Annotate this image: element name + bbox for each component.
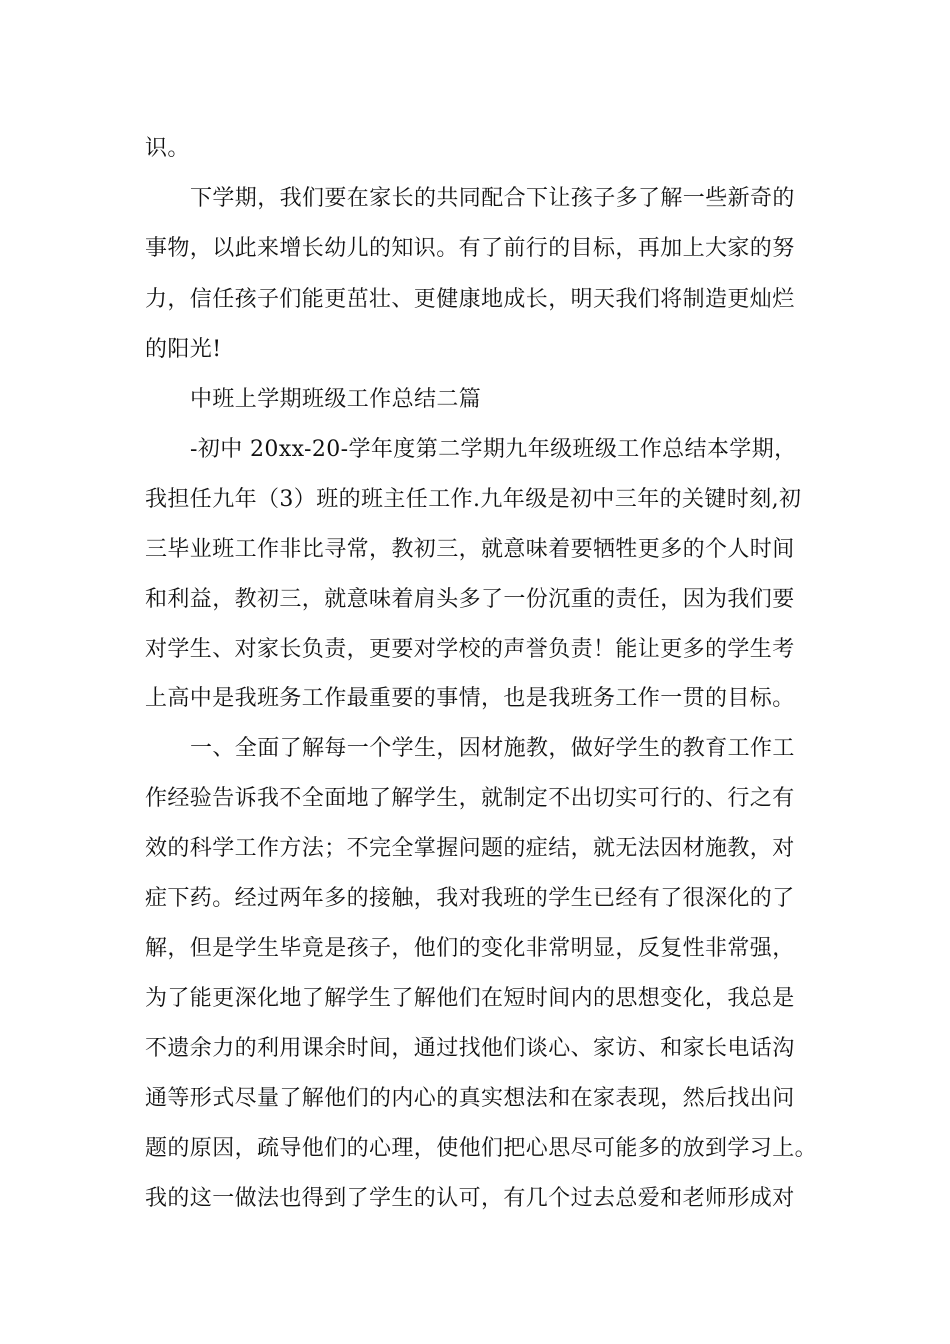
text-line: 作经验告诉我不全面地了解学生，就制定不出切实可行的、行之有 xyxy=(145,786,795,811)
text-line: 我的这一做法也得到了学生的认可，有几个过去总爱和老师形成对 xyxy=(145,1186,795,1211)
text-line: 为了能更深化地了解学生了解他们在短时间内的思想变化，我总是 xyxy=(145,986,795,1011)
text-line: 通等形式尽量了解他们的内心的真实想法和在家表现，然后找出问 xyxy=(145,1086,795,1111)
text-line: 效的科学工作方法；不完全掌握问题的症结，就无法因材施教，对 xyxy=(145,836,795,861)
text-line: 和利益，教初三，就意味着肩头多了一份沉重的责任，因为我们要 xyxy=(145,587,795,612)
text-line: 对学生、对家长负责，更要对学校的声誉负责！能让更多的学生考 xyxy=(145,637,795,662)
text-line: 一、全面了解每一个学生，因材施教，做好学生的教育工作工 xyxy=(190,736,795,761)
text-line: 下学期，我们要在家长的共同配合下让孩子多了解一些新奇的 xyxy=(190,186,795,211)
text-line: 的阳光! xyxy=(145,337,222,362)
text-line: 三毕业班工作非比寻常，教初三，就意味着要牺牲更多的个人时间 xyxy=(145,537,795,562)
text-line: 题的原因，疏导他们的心理，使他们把心思尽可能多的放到学习上。 xyxy=(145,1136,818,1161)
text-line: 症下药。经过两年多的接触，我对我班的学生已经有了很深化的了 xyxy=(145,886,795,911)
text-line: 不遗余力的利用课余时间，通过找他们谈心、家访、和家长电话沟 xyxy=(145,1036,795,1061)
text-line: 事物，以此来增长幼儿的知识。有了前行的目标，再加上大家的努 xyxy=(145,236,795,261)
text-line: 我担任九年（3）班的班主任工作.九年级是初中三年的关键时刻,初 xyxy=(145,487,802,512)
text-line: 力，信任孩子们能更茁壮、更健康地成长，明天我们将制造更灿烂 xyxy=(145,287,795,312)
text-line: 解，但是学生毕竟是孩子，他们的变化非常明显，反复性非常强， xyxy=(145,936,795,961)
text-line: 识。 xyxy=(145,136,190,161)
section-heading: 中班上学期班级工作总结二篇 xyxy=(190,387,482,412)
text-line: 上高中是我班务工作最重要的事情，也是我班务工作一贯的目标。 xyxy=(145,686,795,711)
text-line: -初中 20xx-20-学年度第二学期九年级班级工作总结本学期， xyxy=(190,437,797,462)
